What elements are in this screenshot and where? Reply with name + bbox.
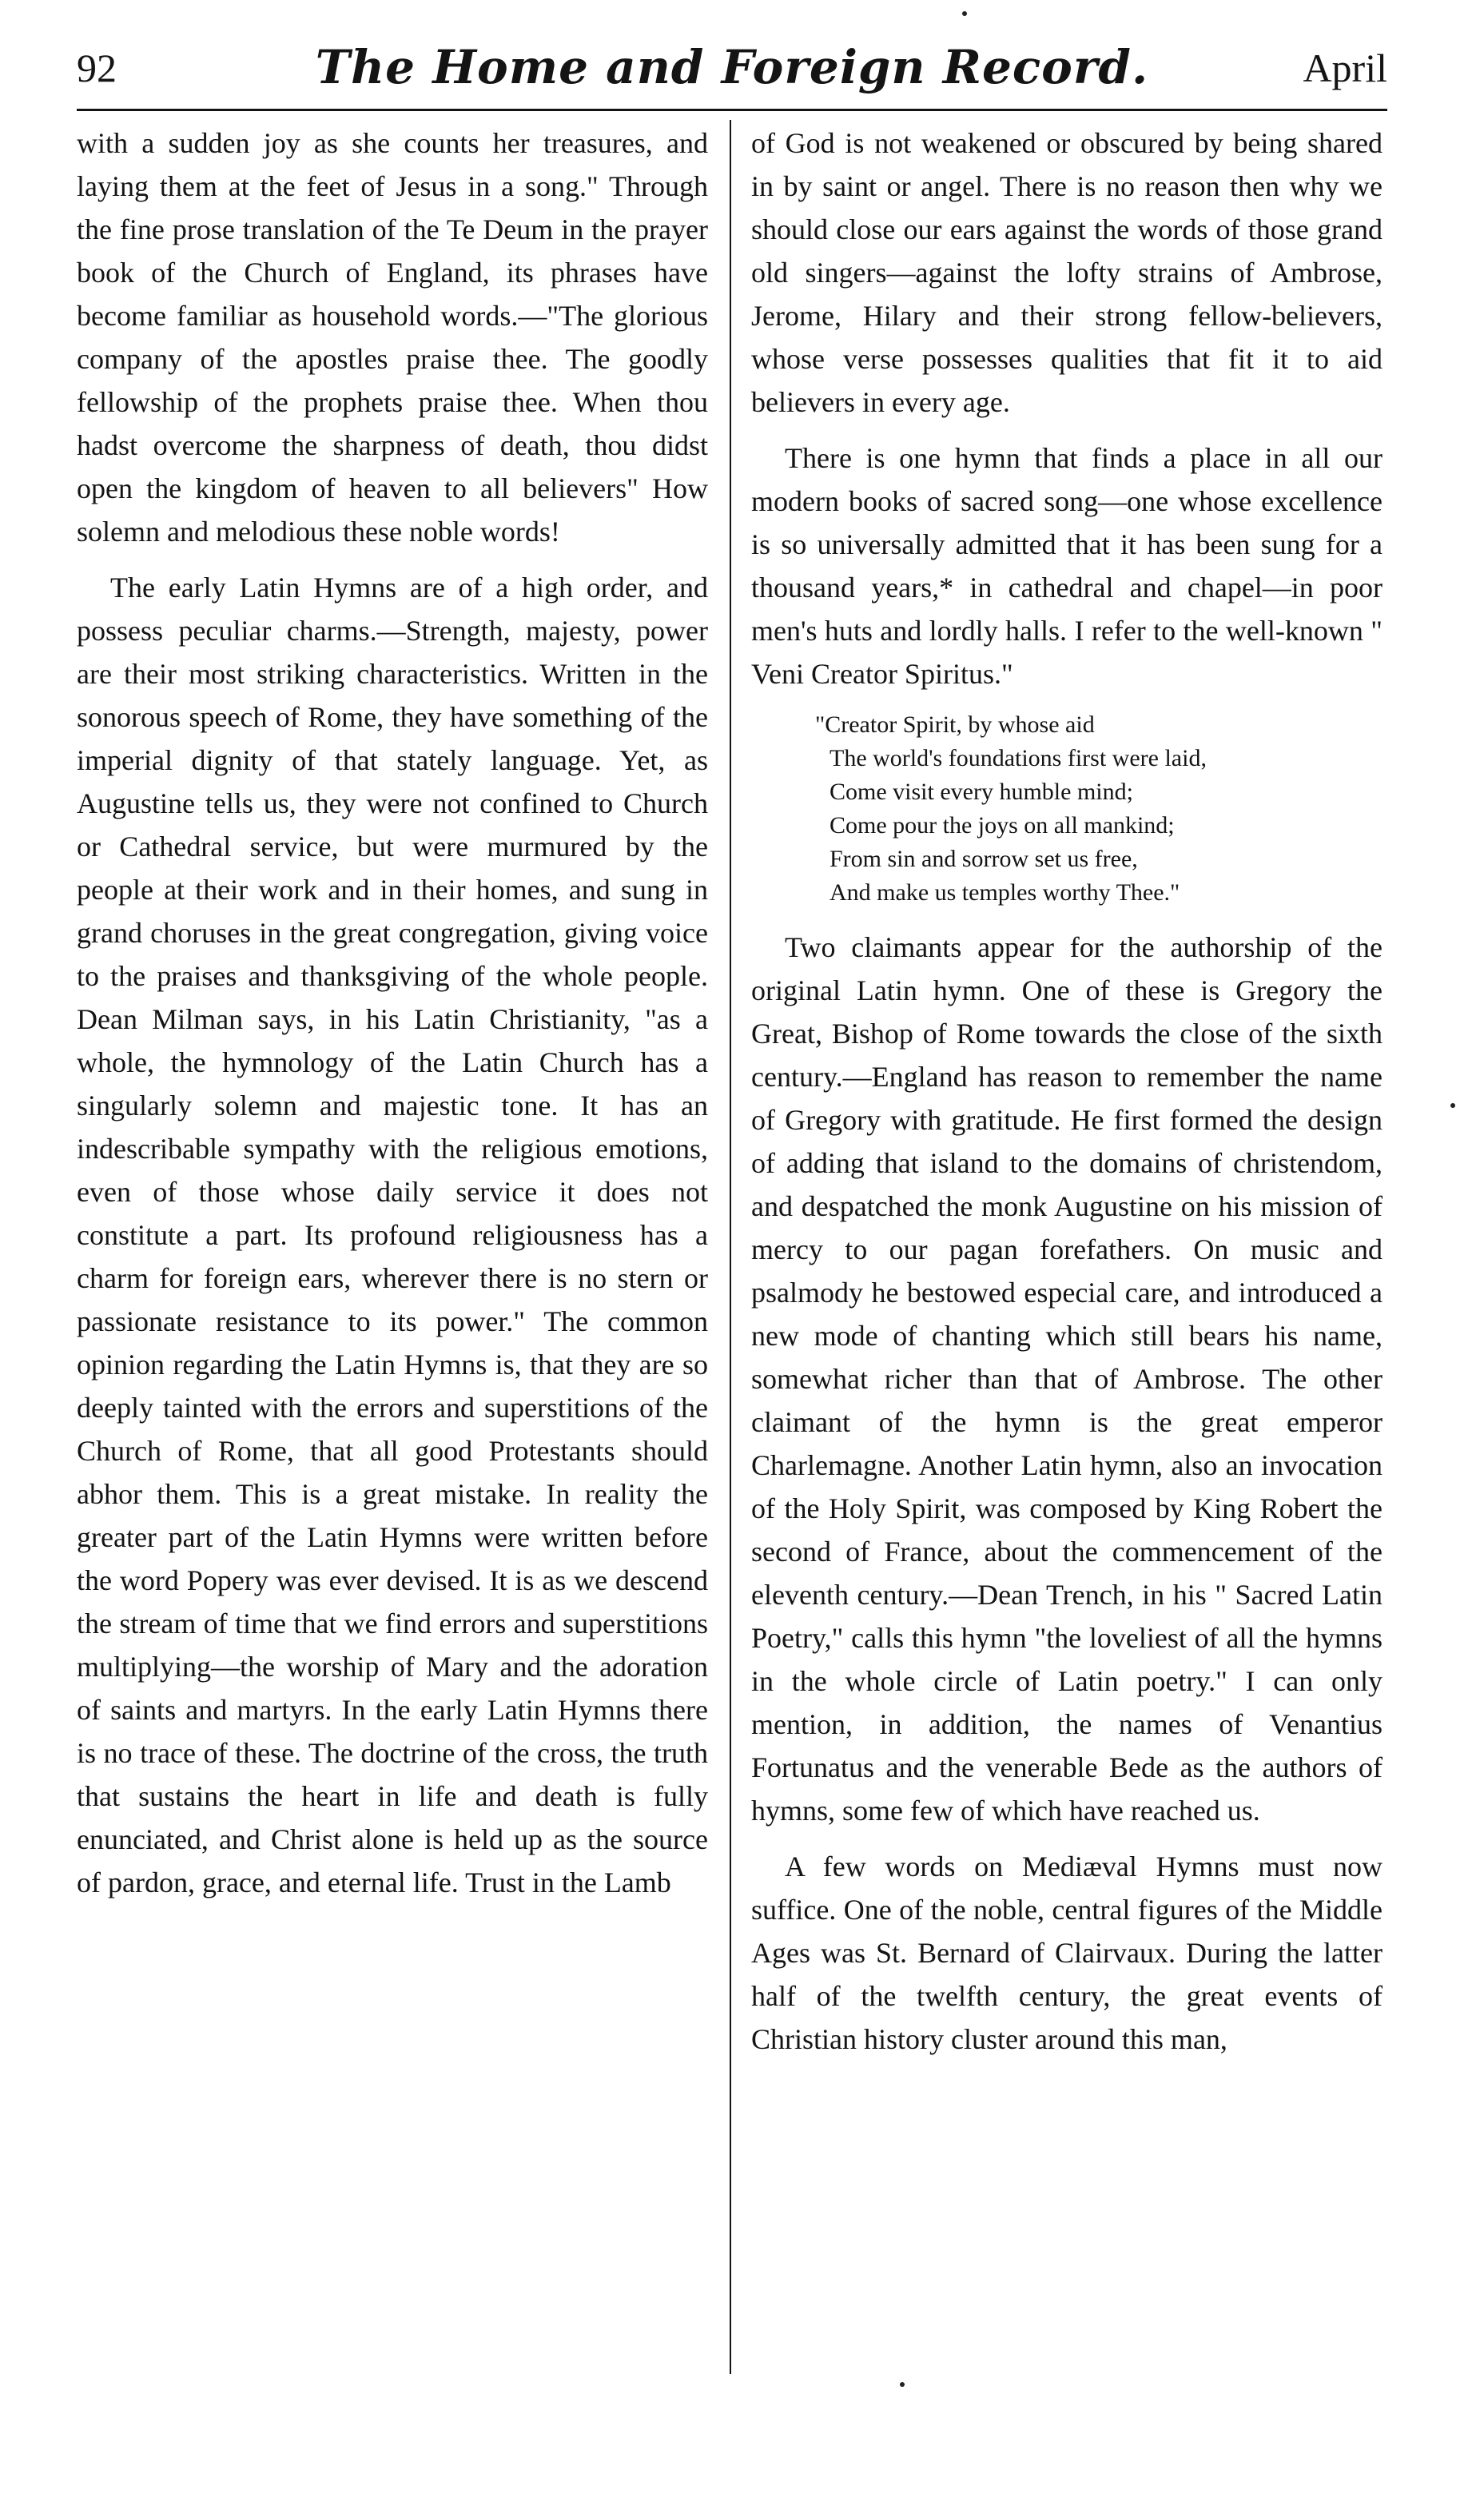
paragraph-veni-creator: There is one hymn that finds a place in all our modern books of sacred song—one whose excellence is so universally admitted that it has been sung for a thousand years,* in cathedral and chapel—in poor men's huts and lordly halls. I refer to the well-known " Veni Creator Spiritus.": [751, 442, 1383, 690]
page-number: 92: [77, 46, 117, 90]
verse-line: Come visit every humble mind;: [830, 779, 1133, 805]
verse-line: From sin and sorrow set us free,: [830, 846, 1138, 872]
print-speck: [962, 11, 967, 16]
verse-quotation: [815, 708, 1383, 910]
verse-line: Come pour the joys on all mankind;: [830, 812, 1175, 839]
column-divider: [730, 120, 731, 2374]
print-speck: [1450, 1103, 1455, 1108]
verse-line: And make us temples worthy Thee.": [830, 879, 1180, 906]
print-speck: [900, 2382, 905, 2387]
journal-title: The Home and Foreign Record.: [315, 40, 1149, 94]
paragraph-mediaeval-hymns: A few words on Mediæval Hymns must now suffice. One of the noble, central figures of the Middle Ages was St. Bernard of Clairvaux. During the latter half of the twelfth century, the great events of Christian history cluster around this man,: [751, 1851, 1383, 2055]
right-column: [751, 122, 1383, 2408]
paragraph-claimants: Two claimants appear for the authorship of the original Latin hymn. One of these is Gregory the Great, Bishop of Rome towards the close of the sixth century.—England has reason to remember the name of Gregory with gratitude. He first formed the design of adding that island to the domains of christendom, and despatched the monk Augustine on his mission of mercy to our pagan forefathers. On music and psalmody he bestowed especial care, and introduced a new mode of chanting which still bears his name, somewhat richer than that of Ambrose. The other claimant of the hymn is the great emperor Charlemagne. Another Latin hymn, also an invocation of the Holy Spirit, was composed by King Robert the second of France, about the commencement of the eleventh century.—Dean Trench, in his " Sacred Latin Poetry," calls this hymn "the loveliest of all the hymns in the whole circle of Latin poetry." I can only mention, in addition, the names of Venantius Fortunatus and the venerable Bede as the authors of hymns, some few of which have reached us.: [751, 931, 1383, 1827]
paragraph-te-deum: with a sudden joy as she counts her treasures, and laying them at the feet of Jesus in a song." Through the fine prose translation of the Te Deum in the prayer book of the Church of England, its phrases have become familiar as household words.—"The glorious company of the apostles praise thee. The goodly fellowship of the prophets praise thee. When thou hadst overcome the sharpness of death, thou didst open the kingdom of heaven to all believers" How solemn and melodious these noble words!: [77, 127, 708, 548]
running-header: [77, 38, 1387, 102]
paragraph-not-weakened: of God is not weakened or obscured by being shared in by saint or angel. There is no reason then why we should close our ears against the words of those grand old singers—against the lofty strains of Ambrose, Jerome, Hilary and their strong fellow-believers, whose verse possesses qualities that fit it to aid believers in every age.: [751, 127, 1383, 418]
issue-month: April: [1303, 46, 1387, 90]
verse-line: "Creator Spirit, by whose aid: [815, 711, 1095, 738]
verse-line: The world's foundations first were laid,: [830, 745, 1207, 771]
paragraph-early-latin-hymns: The early Latin Hymns are of a high order, and possess peculiar charms.—Strength, majesty, power are their most striking characteristics. Written in the sonorous speech of Rome, they have something of the imperial dignity of that stately language. Yet, as Augustine tells us, they were not confined to Church or Cathedral service, but were murmured by the people at their work and in their homes, and sung in grand choruses in the great congregation, giving voice to the praises and thanksgiving of the whole people. Dean Milman says, in his Latin Christianity, "as a whole, the hymnology of the Latin Church has a singularly solemn and majestic tone. It has an indescribable sympathy with the religious emotions, even of those whose daily service it does not constitute a part. Its profound religiousness has a charm for foreign ears, wherever there is no stern or passionate resistance to its power." The common opinion regarding the Latin Hymns is, that they are so deeply tainted with the errors and superstitions of the Church of Rome, that all good Protestants should abhor them. This is a great mistake. In reality the greater part of the Latin Hymns were written before the word Popery was ever devised. It is as we descend the stream of time that we find errors and superstitions multiplying—the worship of Mary and the adoration of saints and martyrs. In the early Latin Hymns there is no trace of these. The doctrine of the cross, the truth that sustains the heart in life and death is fully enunciated, and Christ alone is held up as the source of pardon, grace, and eternal life. Trust in the Lamb: [77, 572, 708, 1898]
header-rule: [77, 109, 1387, 111]
left-column: [77, 122, 708, 2408]
